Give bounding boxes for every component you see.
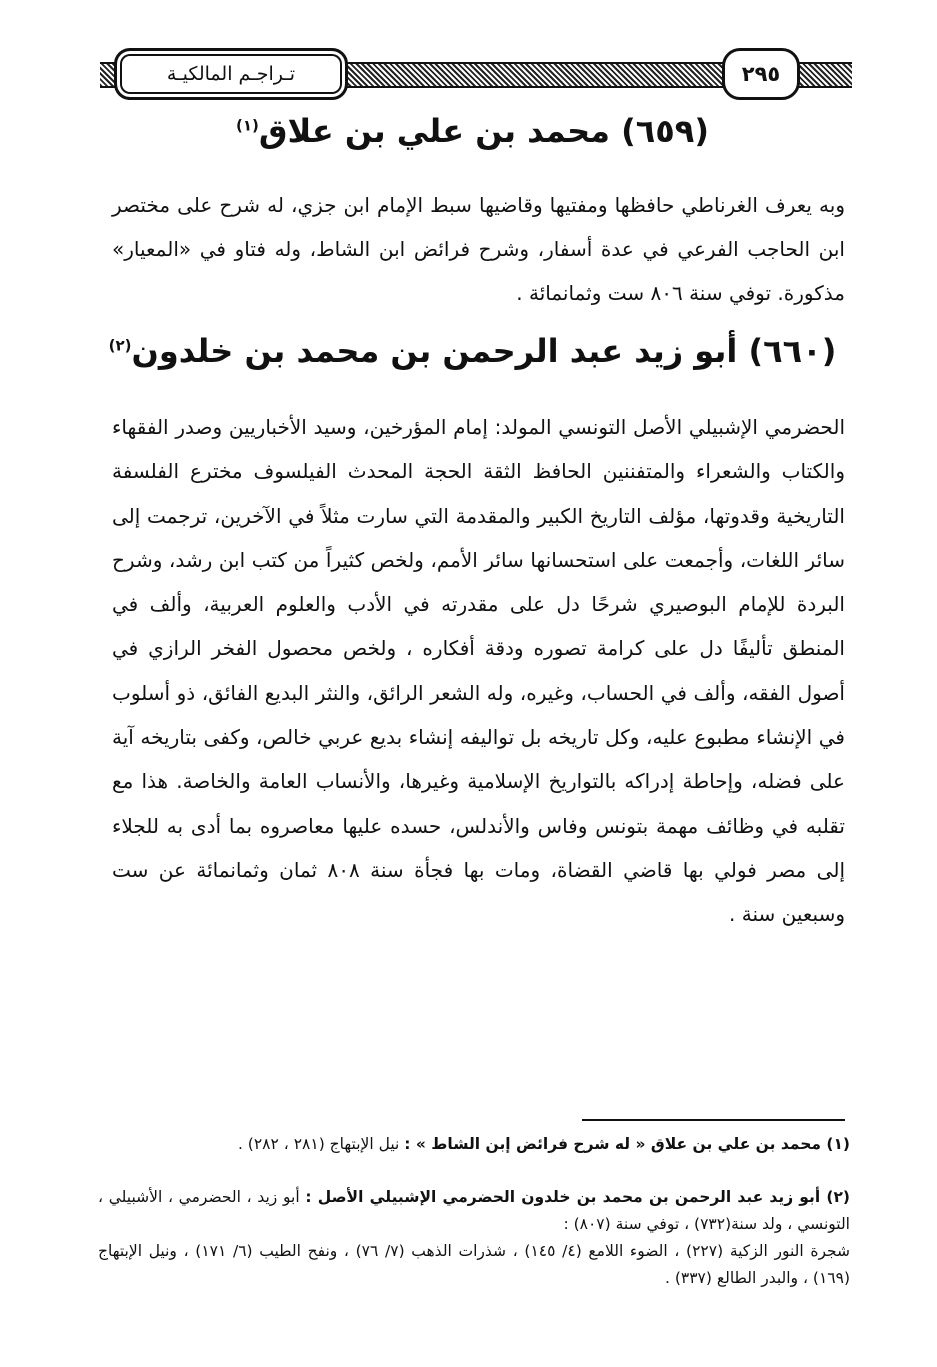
running-header [100,44,852,102]
footnote-sources: شجرة النور الزكية (٢٢٧) ، الضوء اللامع (٤/ ١٤٥) ، شذرات الذهب (٧/ ٧٦) ، ونفح الطيب (٦/ ١٧١) ، ونيل الإبتهاج (١٦٩) ، والبدر الطالع (٣٣٧) . [98,1242,850,1287]
entry-heading-text: (٦٥٩) محمد بن علي بن علاق [258,112,709,150]
entry-heading-660 [100,332,845,370]
entry-body-659: وبه يعرف الغرناطي حافظها ومفتيها وقاضيها سبط الإمام ابن جزي، له شرح على مختصر ابن الحاجب الفرعي في عدة أسفار، وشرح فرائض ابن الشاط، وله فتاو في «المعيار» مذكورة. توفي سنة ٨٠٦ ست وثمانمائة . [112,193,845,305]
footnote-1 [98,1131,850,1158]
footnote-lead: (٢) أبو زيد عبد الرحمن بن محمد بن خلدون الحضرمي الإشبيلي الأصل : [305,1188,850,1206]
running-title: تـراجـم المالكيـة [114,48,348,100]
entry-heading-text: (٦٦٠) أبو زيد عبد الرحمن بن محمد بن خلدون [131,332,837,370]
footnote-ref-1: (١) [236,116,259,135]
footnote-lead: (١) محمد بن علي بن علاق « له شرح فرائض إبن الشاط » : [404,1135,850,1153]
footnote-2 [98,1184,850,1292]
entry-body-660: الحضرمي الإشبيلي الأصل التونسي المولد: إمام المؤرخين، وسيد الأخباريين وصدر الفقهاء والكتاب والشعراء والمتفننين الحافظ الثقة الحجة المحدث الفيلسوف مخترع الفلسفة التاريخية وقدوتها، مؤلف التاريخ الكبير والمقدمة التي سارت مثلاً في الآخرين، ترجمت إلى سائر اللغات، وأجمعت على استحسانها سائر الأمم، ولخص كثيراً من كتب ابن رشد، وشرح البردة للإمام البوصيري شرحًا دل على مقدرته في الأدب والعلوم العربية، وألف في المنطق تأليفًا دل على كرامة تصوره ودقة أفكاره ، ولخص محصول الفخر الرازي في أصول الفقه، وألف في الحساب، وغيره، وله الشعر الرائق، والنثر البديع الفائق، ذو أسلوب في الإنشاء مطبوع عليه، وكل تاريخه بل تواليفه إنشاء بديع عربي خالص، وكفى بتاريخه آية على فضله، وإحاطة إدراكه بالتواريخ الإسلامية وغيرها، والأنساب العامة والخاصة. هذا مع تقلبه في وظائف مهمة بتونس وفاس والأندلس، حسده عليها معاصروه بما أدى به للجلاء إلى مصر فولي بها قاضي القضاة، ومات بها فجأة سنة ٨٠٨ ثمان وثمانمائة عن ست وسبعين سنة . [112,415,845,927]
footnote-text: نيل الإبتهاج (٢٨١ ، ٢٨٢) . [237,1135,405,1153]
entry-heading-659 [100,112,845,150]
footnote-text: أبو زيد ، الحضرمي ، الأشبيلي ، التونسي ، ولد سنة(٧٣٢) ، توفي سنة (٨٠٧) : [98,1188,850,1233]
footnote-ref-2: (٢) [108,336,132,355]
footnote-separator [582,1119,845,1121]
page-number: ٢٩٥ [722,48,800,100]
